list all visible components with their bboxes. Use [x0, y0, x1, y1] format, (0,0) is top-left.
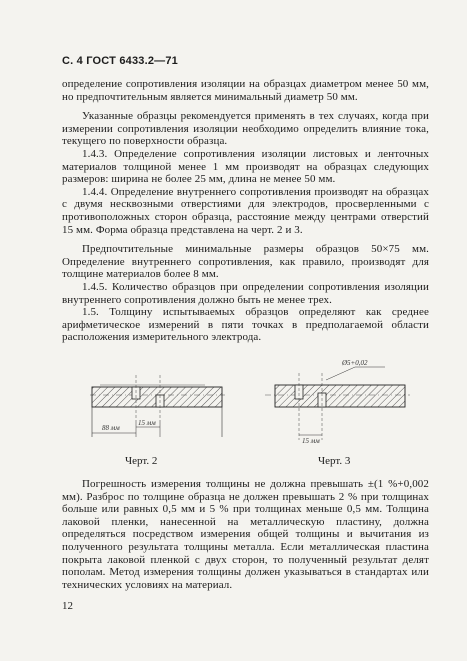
figure-2-drawing [90, 375, 225, 437]
dim-label: 88 мм [102, 424, 120, 432]
figure-2-caption: Черт. 2 [125, 455, 158, 467]
dim-label: 15 мм [302, 437, 320, 445]
dim-label: Ø5+0,02 [342, 359, 368, 367]
page-header: С. 4 ГОСТ 6433.2—71 [62, 55, 179, 67]
paragraph: 1.4.5. Количество образцов при определении сопротивления изоляции внутреннего сопротивления должно быть не менее трех. [62, 280, 429, 306]
paragraph: Предпочтительные минимальные размеры образцов 50×75 мм. Определение внутреннего сопротивления, как правило, производят для толщине материалов более 8 мм. [62, 243, 429, 281]
figure-3-drawing [265, 359, 410, 445]
text-block-bottom [62, 478, 429, 591]
paragraph: 1.5. Толщину испытываемых образцов определяют как среднее арифметическое измерений в пяти точках в предполагаемой области расположения измерительного электрода. [62, 306, 429, 344]
page-number: 12 [62, 600, 73, 612]
figures [80, 359, 420, 475]
figure-3-caption: Черт. 3 [318, 455, 351, 467]
paragraph: определение сопротивления изоляции на образцах диаметром менее 50 мм, но предпочтительным является минимальный диаметр 50 мм. [62, 78, 429, 103]
paragraph: 1.4.4. Определение внутреннего сопротивления производят на образцах с двумя несквозными отверстиями для электродов, просверленными с противоположных сторон образца, расстояние между центрами отверстий 15 мм. Форма образца представлена на черт. 2 и 3. [62, 185, 429, 236]
text-block-top [62, 78, 429, 344]
paragraph: 1.4.3. Определение сопротивления изоляции листовых и ленточных материалов толщиной менее 1 мм производят на образцах следующих размеров: ширина не более 25 мм, длина не менее 50 мм. [62, 147, 429, 186]
dim-label: 15 мм [138, 419, 156, 427]
paragraph: Погрешность измерения толщины не должна превышать ±(1 %+0,002 мм). Разброс по толщине образца не должен превышать 2 % при толщинах больше или равных 0,5 мм и 5 % при толщинах меньше 0,5 мм. Толщина лаковой пленки, нанесенной на металлическую пластину, должна определяться посредством измерения общей толщины и вычитания из полученного результата толщины металла. Если металлическая пластина покрыта лаковой пленкой с двух сторон, то полученный результат делят пополам. Метод измерения толщины должен указываться в стандартах или технических условиях на материал. [62, 478, 429, 591]
paragraph: Указанные образцы рекомендуется применять в тех случаях, когда при измерении сопротивления изоляции необходимо определить влияние тока, текущего по поверхности образца. [62, 110, 429, 148]
